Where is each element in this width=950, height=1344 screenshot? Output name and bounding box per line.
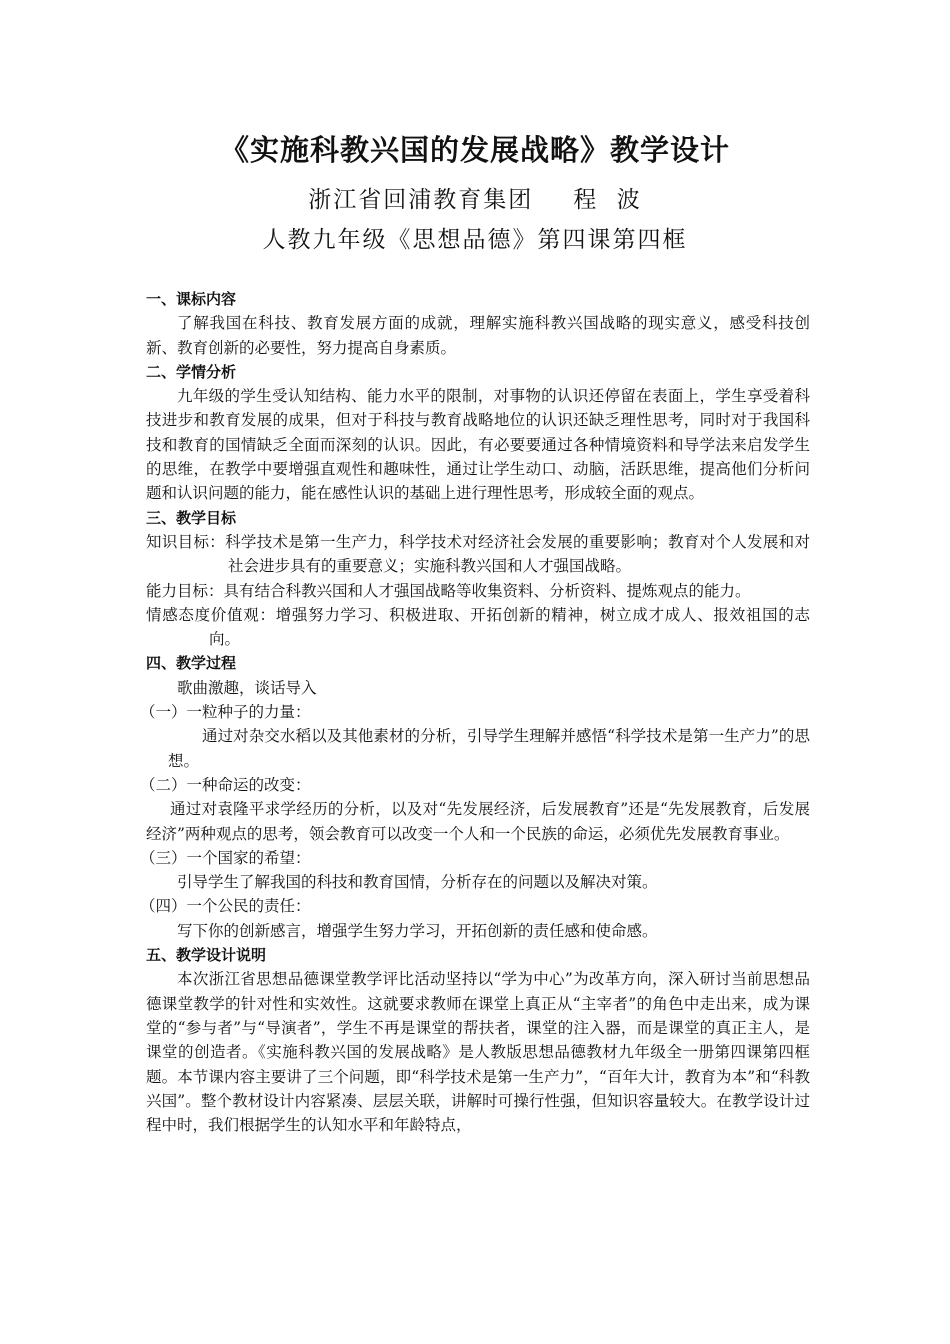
process-step-1-body: 通过对杂交水稻以及其他素材的分析，引导学生理解并感悟“科学技术是第一生产力”的思想。 (168, 727, 810, 770)
section-body-1: 了解我国在科技、教育发展方面的成就，理解实施科教兴国战略的现实意义，感受科技创新、教育创新的必要性，努力提高自身素质。 (146, 314, 810, 357)
author-org: 浙江省回浦教育集团 (308, 187, 534, 213)
section-heading-3: 三、教学目标 (146, 508, 237, 527)
section-heading-5: 五、教学设计说明 (146, 946, 267, 965)
author-line (0, 184, 950, 216)
document-title: 《实施科教兴国的发展战略》教学设计 (219, 133, 730, 167)
goal-knowledge: 知识目标：科学技术是第一生产力，科学技术对经济社会发展的重要影响；教育对个人发展和对社会进步具有的重要意义；实施科教兴国和人才强国战略。 (146, 532, 810, 576)
section-heading-2: 二、学情分析 (146, 362, 237, 381)
section-heading-4: 四、教学过程 (146, 654, 237, 673)
process-step-3-title: （三）一个国家的希望： (140, 848, 311, 867)
process-intro: 歌曲激趣，谈话导入 (177, 678, 317, 697)
process-step-4-title: （四）一个公民的责任： (140, 897, 311, 916)
section-body-2: 九年级的学生受认知结构、能力水平的限制，对事物的认识还停留在表面上，学生享受着科技进步和教育发展的成果，但对于科技与教育战略地位的认识还缺乏理性思考，同时对于我国科技和教育的国情缺乏全面而深刻的认识。因此，有必要要通过各种情境资料和导学法来启发学生的思维，在教学中要增强直观性和趣味性，通过让学生动口、动脑，活跃思维，提高他们分析问题和认识问题的能力，能在感性认识的基础上进行理性思考，形成较全面的观点。 (146, 387, 810, 503)
process-step-1-title: （一）一粒种子的力量： (140, 703, 311, 722)
process-step-3-body: 引导学生了解我国的科技和教育国情，分析存在的问题以及解决对策。 (177, 873, 658, 892)
document-body (140, 287, 810, 1137)
section-heading-1: 一、课标内容 (146, 290, 237, 308)
author-name: 程 波 (573, 187, 642, 213)
process-step-2-body: 通过对袁隆平求学经历的分析，以及对“先发展经济，后发展教育”还是“先发展教育，后发展经济”两种观点的思考，领会教育可以改变一个人和一个民族的命运，必须优先发展教育事业。 (146, 800, 810, 843)
goal-ability: 能力目标：具有结合科教兴国和人才强国战略等收集资料、分析资料、提炼观点的能力。 (146, 581, 751, 600)
course-line: 人教九年级《思想品德》第四课第四框 (262, 227, 688, 253)
goal-emotion: 情感态度价值观：增强努力学习、积极进取、开拓创新的精神，树立成才成人、报效祖国的志向。 (146, 605, 810, 649)
process-step-2-title: （二）一种命运的改变： (140, 775, 311, 794)
process-step-4-body: 写下你的创新感言，增强学生努力学习，开拓创新的责任感和使命感。 (177, 921, 658, 940)
section-body-5: 本次浙江省思想品德课堂教学评比活动坚持以“学为中心”为改革方向，深入研讨当前思想品德课堂教学的针对性和实效性。这就要求教师在课堂上真正从“主宰者”的角色中走出来，成为课堂的“参与者”与“导演者”，学生不再是课堂的帮扶者，课堂的注入器，而是课堂的真正主人，是课堂的创造者。《实施科教兴国的发展战略》是人教版思想品德教材九年级全一册第四课第四框题。本节课内容主要讲了三个问题，即“科学技术是第一生产力”，“百年大计，教育为本”和“科教兴国”。整个教材设计内容紧凑、层层关联，讲解时可操行性强，但知识容量较大。在教学设计过程中时，我们根据学生的认知水平和年龄特点， (146, 970, 810, 1135)
